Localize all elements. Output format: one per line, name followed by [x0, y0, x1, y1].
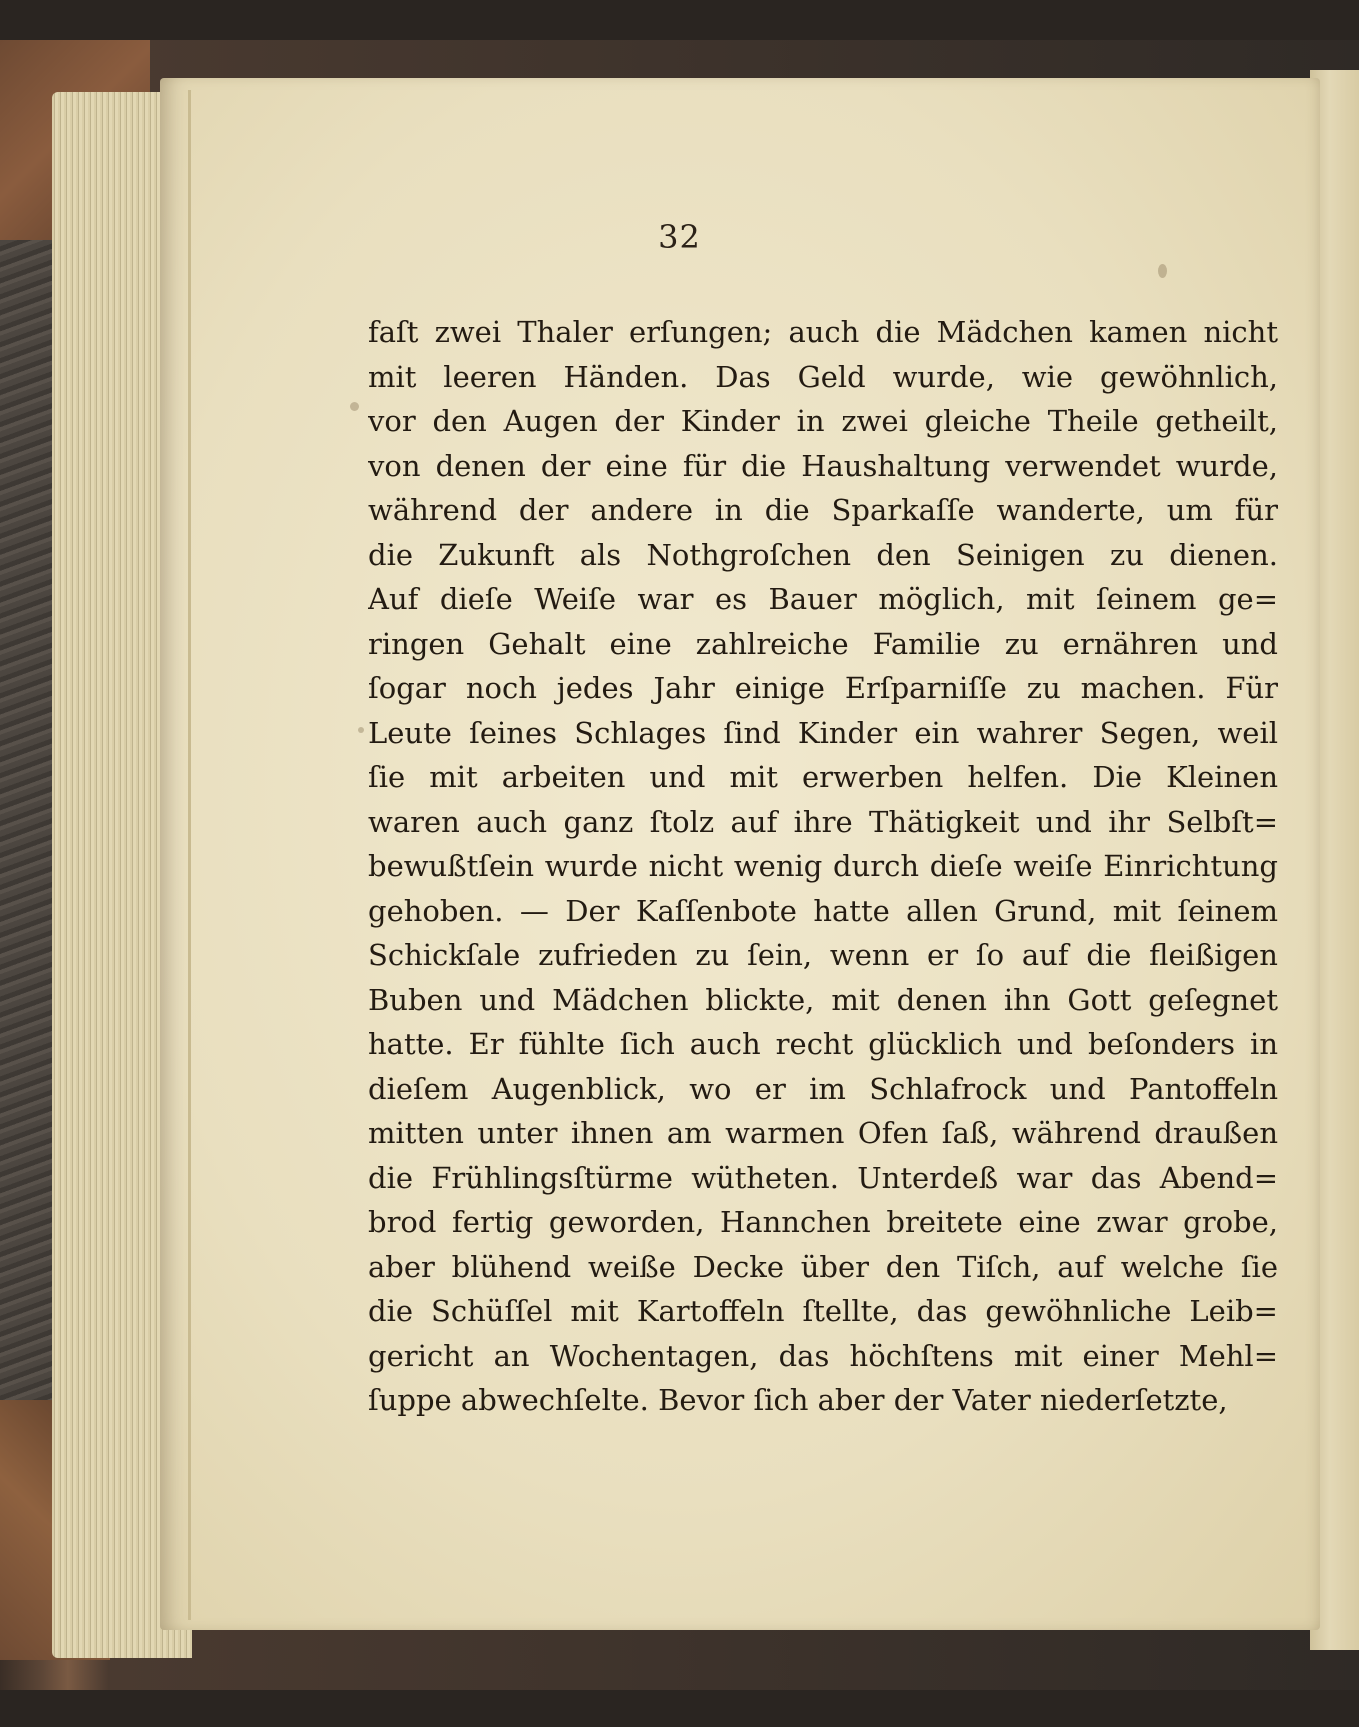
page-gutter — [188, 90, 191, 1620]
text-line: die Schüſſel mit Kartoffeln ſtellte, das gewöhnliche Leib= — [368, 1294, 1278, 1328]
text-line: bewußtſein wurde nicht wenig durch dieſe weiſe Einrichtung — [368, 849, 1278, 883]
text-line: dieſem Augenblick, wo er im Schlafrock und Pantoffeln — [368, 1071, 1278, 1106]
text-line: Leute ſeines Schlages ſind Kinder ein wahrer Segen, weil — [368, 715, 1278, 750]
body-text — [368, 310, 1278, 1423]
text-line: vor den Augen der Kinder in zwei gleiche Theile getheilt, — [368, 404, 1278, 438]
text-line: aber blühend weiße Decke über den Tiſch, auf welche ſie — [368, 1249, 1278, 1284]
page-number: 32 — [658, 218, 701, 256]
text-line: brod fertig geworden, Hannchen breitete eine zwar grobe, — [368, 1205, 1278, 1239]
text-line: ſogar noch jedes Jahr einige Erſparniſſe zu machen. Für — [368, 671, 1278, 705]
ink-smudge — [1158, 264, 1167, 278]
text-line: gehoben. — Der Kaſſenbote hatte allen Grund, mit ſeinem — [368, 893, 1278, 928]
text-line: Schickſale zufrieden zu ſein, wenn er ſo auf die fleißigen — [368, 938, 1278, 972]
text-line: während der andere in die Sparkaſſe wanderte, um für — [368, 493, 1278, 527]
ink-smudge — [358, 727, 364, 733]
text-line: ſie mit arbeiten und mit erwerben helfen. Die Kleinen — [368, 760, 1278, 794]
text-line: mitten unter ihnen am warmen Ofen ſaß, während draußen — [368, 1116, 1278, 1150]
text-line: mit leeren Händen. Das Geld wurde, wie gewöhnlich, — [368, 359, 1278, 394]
text-line: waren auch ganz ſtolz auf ihre Thätigkeit und ihr Selbſt= — [368, 804, 1278, 839]
text-line: ringen Gehalt eine zahlreiche Familie zu ernähren und — [368, 626, 1278, 661]
text-line: die Frühlingsſtürme wütheten. Unterdeß war das Abend= — [368, 1160, 1278, 1195]
text-line: die Zukunft als Nothgroſchen den Seinigen zu dienen. — [368, 537, 1278, 572]
text-line: gericht an Wochentagen, das höchſtens mit einer Mehl= — [368, 1338, 1278, 1373]
text-line: von denen der eine für die Haushaltung verwendet wurde, — [368, 448, 1278, 483]
text-line: hatte. Er fühlte ſich auch recht glücklich und beſonders in — [368, 1027, 1278, 1061]
text-line: faſt zwei Thaler erſungen; auch die Mädchen kamen nicht — [368, 315, 1278, 349]
text-line: ſuppe abwechſelte. Bevor ſich aber der Vater niederſetzte, — [368, 1383, 1228, 1417]
ink-smudge — [350, 402, 359, 411]
text-line: Buben und Mädchen blickte, mit denen ihn Gott geſegnet — [368, 982, 1278, 1017]
marbled-cover-edge — [0, 240, 60, 1500]
text-line: Auf dieſe Weiſe war es Bauer möglich, mit ſeinem ge= — [368, 582, 1278, 616]
